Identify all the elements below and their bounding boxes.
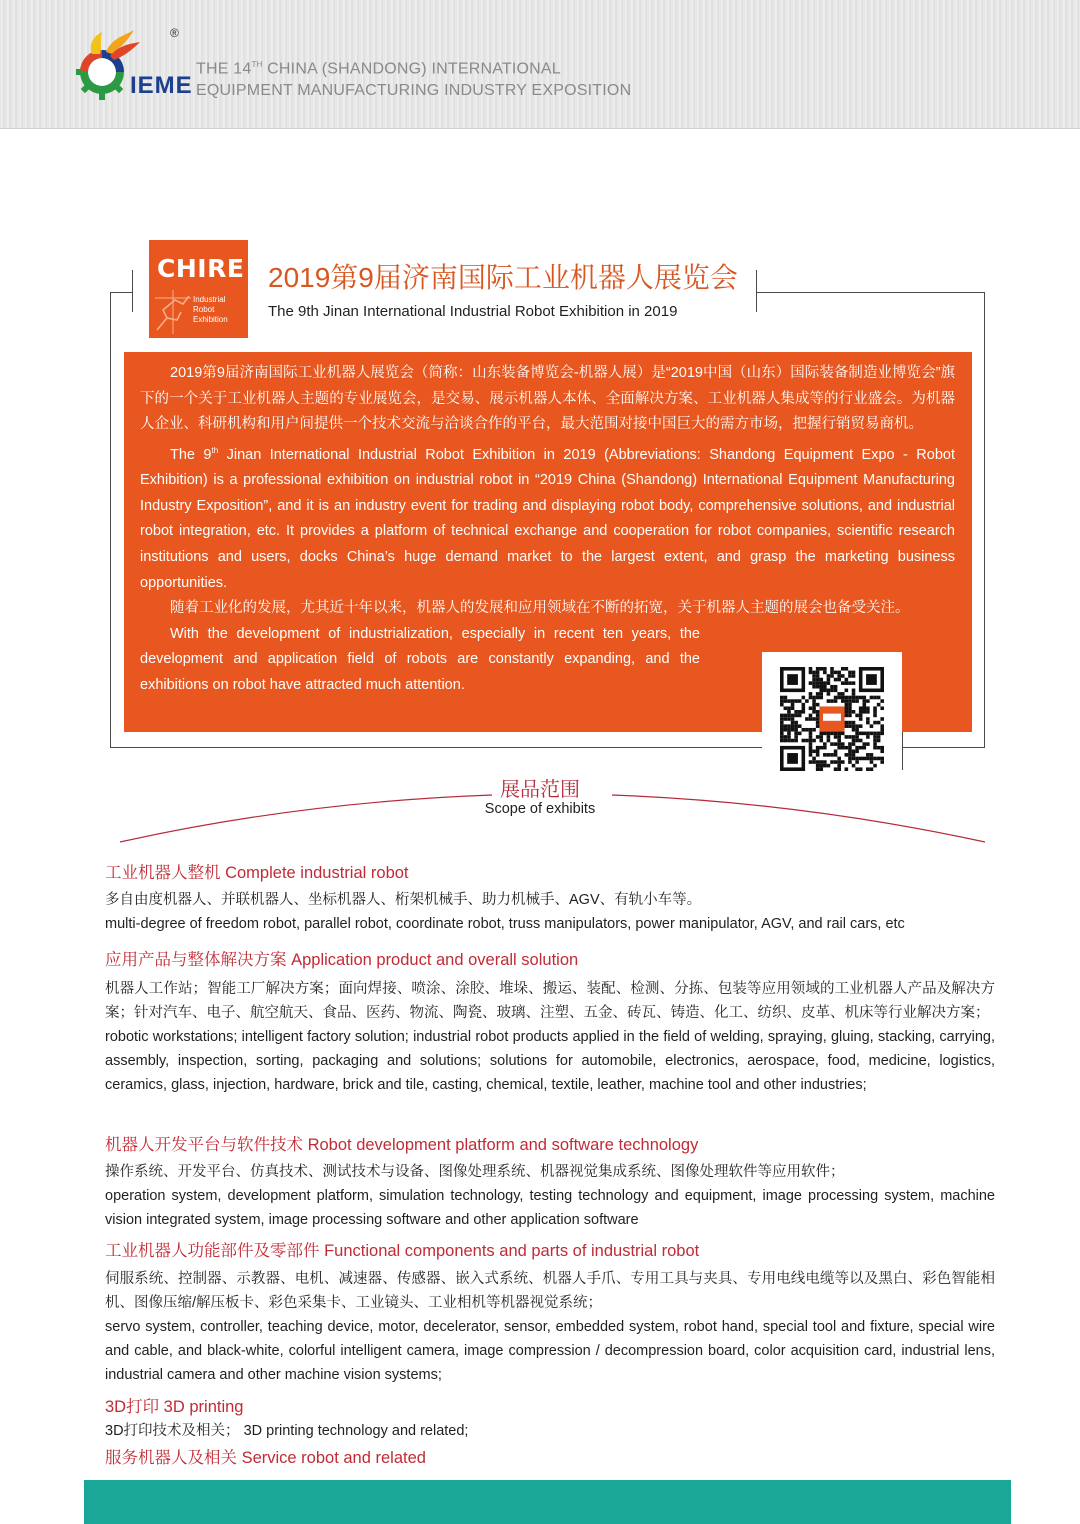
intro-paragraph-cn-2: 随着工业化的发展，尤其近十年以来，机器人的发展和应用领域在不断的拓宽，关于机器人主题的展会也备受关注。: [170, 600, 910, 617]
section-heading: 3D打印 3D printing: [105, 1398, 244, 1416]
frame-left: [110, 292, 111, 748]
section-application-solution: [105, 946, 995, 1097]
frame-bottom-right: [902, 747, 985, 748]
frame-left-tick: [132, 270, 133, 312]
section-text-en: operation system, development platform, simulation technology, testing technology and equipment, image processing system, machine vision integrated system, image processing software and other application software: [105, 1188, 995, 1228]
chire-logo-subtitle: Industrial Robot Exhibition: [193, 295, 228, 324]
intro-paragraph-cn-1: 2019第9届济南国际工业机器人展览会（简称：山东装备博览会-机器人展）是“2019中国（山东）国际装备制造业博览会”旗下的一个关于工业机器人主题的专业展览会，是交易、展示机器人本体、全面解决方案、工业机器人集成等的行业盛会。为机器人企业、科研机构和用户间提供一个技术交流与洽谈合作的平台，最大范围对接中国巨大的需方市场，把握行销贸易商机。: [140, 365, 955, 433]
section-text-en: servo system, controller, teaching device, motor, decelerator, sensor, embedded system, robot hand, special tool and fixture, special wire and cable, and black-white, colorful intelligent camera, image compression / decompression board, color acquisition card, industrial lens, industrial camera and other machine vision systems;: [105, 1319, 995, 1383]
section-text-en: robotic workstations; intelligent factory solution; industrial robot products applied in the field of welding, spraying, gluing, stacking, carrying, assembly, inspection, sorting, packaging and solutions; solutions for automobile, electronics, aerospace, food, medicine, logistics, ceramics, glass, injection, hardware, brick and tile, casting, chemical, textile, leather, machine tool and other industries;: [105, 1029, 995, 1093]
frame-right: [984, 292, 985, 748]
logo-text: IEME: [130, 72, 193, 99]
section-heading: 机器人开发平台与软件技术 Robot development platform and software technology: [105, 1136, 699, 1154]
ieme-logo: [72, 28, 192, 102]
qr-code[interactable]: [762, 652, 902, 776]
scope-title-en: Scope of exhibits: [484, 801, 596, 817]
chire-logo: [149, 240, 248, 338]
section-service-robot: [105, 1444, 995, 1468]
footer-bar: [84, 1480, 1011, 1524]
intro-paragraph-en-2: With the development of industrialization, especially in recent ten years, the development and application field of robots are constantly expanding, and the exhibitions on robot have attracted much attention.: [140, 625, 700, 693]
frame-bottom-left: [110, 747, 762, 748]
intro-text: [140, 361, 955, 699]
section-text-cn: 多自由度机器人、并联机器人、坐标机器人、桁架机械手、助力机械手、AGV、有轨小车等。: [105, 892, 702, 908]
section-3d-printing: [105, 1393, 995, 1443]
section-heading: 应用产品与整体解决方案 Application product and overall solution: [105, 951, 579, 969]
section-functional-components: [105, 1237, 995, 1387]
section-text-cn: 操作系统、开发平台、仿真技术、测试技术与设备、图像处理系统、机器视觉集成系统、图像处理软件等应用软件；: [105, 1164, 845, 1180]
frame-right-tick: [756, 270, 757, 312]
section-text-cn: 3D打印技术及相关； 3D printing technology and related;: [105, 1423, 469, 1439]
intro-paragraph-en-1: The 9th Jinan International Industrial Robot Exhibition in 2019 (Abbreviations: Shandong Equipment Expo - Robot Exhibition) is a professional exhibition on industrial robot in “2019 China (Shandong) International Equipment Manufacturing Industry Exposition”, and it is an industry event for trading and displaying robot body, comprehensive solutions, and industrial robot integration, etc. It provides a platform of technical exchange and cooperation for robot companies, scientific research institutions and users, docks China’s huge demand market to the largest extent, and grasp the marketing business opportunities.: [140, 445, 955, 591]
frame-top-left: [110, 292, 132, 293]
section-text-en: multi-degree of freedom robot, parallel robot, coordinate robot, truss manipulators, power manipulator, AGV, and rail cars, etc: [105, 916, 905, 932]
section-heading: 工业机器人整机 Complete industrial robot: [105, 864, 409, 882]
section-complete-robot: [105, 859, 995, 936]
section-text-cn: 机器人工作站；智能工厂解决方案；面向焊接、喷涂、涂胶、堆垛、搬运、装配、检测、分拣、包装等应用领域的工业机器人产品及解决方案；针对汽车、电子、航空航天、食品、医药、物流、陶瓷、玻璃、注塑、五金、砖瓦、铸造、化工、纺织、皮革、机床等行业解决方案；: [105, 981, 995, 1021]
robot-arm-icon: [153, 290, 193, 334]
exhibition-title-en: The 9th Jinan International Industrial Robot Exhibition in 2019: [268, 303, 678, 320]
header-banner: [0, 0, 1080, 129]
section-text-cn: 伺服系统、控制器、示教器、电机、减速器、传感器、嵌入式系统、机器人手爪、专用工具与夹具、专用电线电缆等以及黑白、彩色智能相机、图像压缩/解压板卡、彩色采集卡、工业镜头、工业相机等机器视觉系统；: [105, 1271, 995, 1311]
exhibition-title-cn: 2019第9届济南国际工业机器人展览会: [268, 262, 738, 293]
chire-logo-word: CHIRE: [157, 254, 245, 283]
qr-code-icon: [780, 667, 884, 771]
scope-title-cn: 展品范围: [500, 779, 580, 801]
expo-title: THE 14TH CHINA (SHANDONG) INTERNATIONAL EQUIPMENT MANUFACTURING INDUSTRY EXPOSITION: [196, 60, 632, 100]
section-heading: 工业机器人功能部件及零部件 Functional components and parts of industrial robot: [105, 1242, 700, 1260]
registered-mark: ®: [170, 26, 179, 40]
section-heading: 服务机器人及相关 Service robot and related: [105, 1449, 426, 1467]
section-development-platform: [105, 1131, 995, 1232]
frame-top-right: [756, 292, 985, 293]
